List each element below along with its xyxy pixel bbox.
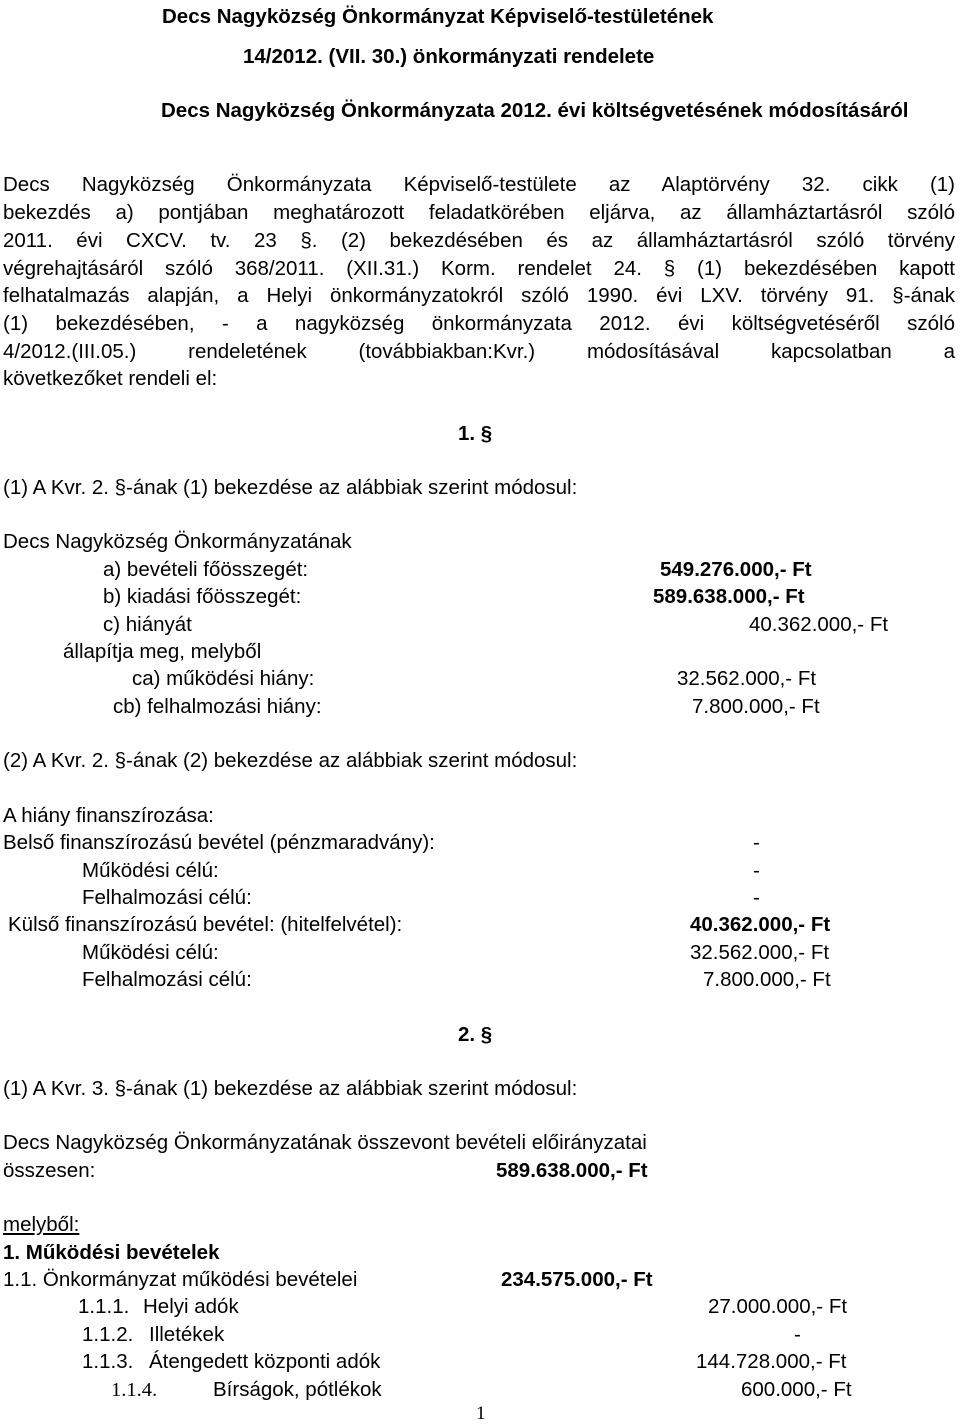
sub-item-1-1-3-num: 1.1.3. (82, 1350, 134, 1373)
page-number: 1 (476, 1403, 486, 1424)
sub-item-1-1-4-num: 1.1.4. (111, 1379, 158, 1401)
row-label-deficit: c) hiányát (103, 613, 192, 636)
deficit-row-label-operating: ca) működési hiány: (132, 667, 315, 690)
deficit-row-label-capital: cb) felhalmozási hiány: (113, 695, 322, 718)
financing-value-external-operating: 32.562.000,- Ft (690, 941, 830, 964)
financing-value-external: 40.362.000,- Ft (690, 913, 831, 936)
financing-label-internal-capital: Felhalmozási célú: (82, 886, 252, 909)
row-value-revenue: 549.276.000,- Ft (660, 558, 812, 581)
financing-title: A hiány finanszírozása: (3, 804, 214, 827)
preamble-line-3: 2011. évi CXCV. tv. 23 §. (2) bekezdésében és az államháztartásról szóló törvény (3, 229, 955, 252)
title-line-2: 14/2012. (VII. 30.) önkormányzati rendelete (243, 45, 655, 68)
preamble-line-1: Decs Nagyközség Önkormányzata Képviselő-testülete az Alaptörvény 32. cikk (1) (3, 173, 955, 196)
item-1-1-label: 1.1. Önkormányzat működési bevételei (3, 1268, 358, 1291)
title-line-1: Decs Nagyközség Önkormányzat Képviselő-testületének (162, 5, 714, 28)
preamble-line-8: következőket rendeli el: (3, 367, 218, 390)
item-1-1-value: 234.575.000,- Ft (501, 1268, 653, 1291)
financing-label-external: Külső finanszírozású bevétel: (hitelfelvétel): (8, 913, 403, 936)
preamble-line-4: végrehajtásáról szóló 368/2011. (XII.31.) Korm. rendelet 24. § (1) bekezdésében kapott (3, 257, 955, 280)
financing-label-external-capital: Felhalmozási célú: (82, 968, 252, 991)
row-label-expenditure: b) kiadási főösszegét: (103, 585, 302, 608)
deficit-row-value-operating: 32.562.000,- Ft (677, 667, 817, 690)
summary-line-1: Decs Nagyközség Önkormányzatának összevont bevételi előirányzatai (3, 1131, 647, 1154)
section-1-paragraph-1-intro: (1) A Kvr. 2. §-ának (1) bekezdése az alábbiak szerint módosul: (3, 476, 578, 499)
financing-value-internal-operating: - (753, 859, 760, 882)
preamble-line-7: 4/2012.(III.05.) rendeletének (továbbiakban:Kvr.) módosításával kapcsolatban a (3, 340, 955, 363)
deficit-intro: állapítja meg, melyből (63, 640, 262, 663)
financing-value-external-capital: 7.800.000,- Ft (703, 968, 831, 991)
financing-value-internal-capital: - (753, 886, 760, 909)
melybol-label: melyből: (3, 1213, 80, 1236)
deficit-row-value-capital: 7.800.000,- Ft (692, 695, 820, 718)
section-1-heading: 1. § (458, 422, 493, 445)
row-value-expenditure: 589.638.000,- Ft (653, 585, 805, 608)
sub-item-1-1-1-num: 1.1.1. (78, 1295, 130, 1318)
financing-label-internal: Belső finanszírozású bevétel (pénzmaradvány): (3, 831, 435, 854)
sub-item-1-1-2-label: Illetékek (149, 1323, 225, 1346)
preamble-line-5: felhatalmazás alapján, a Helyi önkormányzatokról szóló 1990. évi LXV. törvény 91. §-ának (3, 284, 955, 307)
summary-label: összesen: (3, 1159, 96, 1182)
sub-item-1-1-4-label: Bírságok, pótlékok (213, 1378, 382, 1401)
financing-label-internal-operating: Működési célú: (82, 859, 219, 882)
summary-value: 589.638.000,- Ft (496, 1159, 648, 1182)
row-value-deficit: 40.362.000,- Ft (749, 613, 889, 636)
sub-item-1-1-2-num: 1.1.2. (82, 1323, 134, 1346)
org-label: Decs Nagyközség Önkormányzatának (3, 530, 352, 553)
financing-value-internal: - (753, 831, 760, 854)
sub-item-1-1-1-label: Helyi adók (143, 1295, 239, 1318)
section-2-paragraph-1-intro: (1) A Kvr. 3. §-ának (1) bekezdése az alábbiak szerint módosul: (3, 1077, 578, 1100)
sub-item-1-1-1-value: 27.000.000,- Ft (708, 1295, 848, 1318)
group-title-operating-revenues: 1. Működési bevételek (3, 1241, 220, 1264)
preamble-line-6: (1) bekezdésében, - a nagyközség önkormányzata 2012. évi költségvetéséről szóló (3, 312, 955, 335)
section-1-paragraph-2-intro: (2) A Kvr. 2. §-ának (2) bekezdése az alábbiak szerint módosul: (3, 749, 578, 772)
preamble-line-2: bekezdés a) pontjában meghatározott feladatkörében eljárva, az államháztartásról szóló (3, 201, 955, 224)
row-label-revenue: a) bevételi főösszegét: (103, 558, 309, 581)
sub-item-1-1-3-value: 144.728.000,- Ft (696, 1350, 847, 1373)
sub-item-1-1-3-label: Átengedett központi adók (149, 1350, 381, 1373)
sub-item-1-1-4-value: 600.000,- Ft (741, 1378, 852, 1401)
section-2-heading: 2. § (458, 1023, 493, 1046)
financing-label-external-operating: Működési célú: (82, 941, 219, 964)
title-line-3: Decs Nagyközség Önkormányzata 2012. évi költségvetésének módosításáról (161, 99, 909, 122)
sub-item-1-1-2-value: - (794, 1323, 801, 1346)
